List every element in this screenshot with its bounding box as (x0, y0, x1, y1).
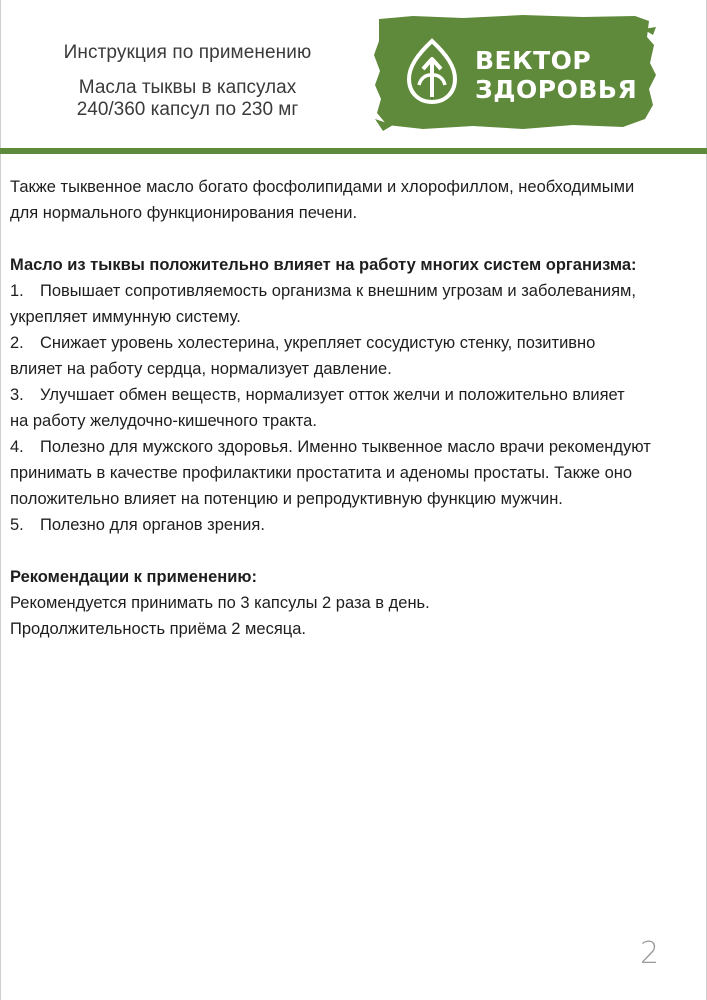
page-number: 2 (640, 936, 660, 971)
list-item-text: укрепляет иммунную систему. (10, 308, 241, 326)
list-item-text: Полезно для мужского здоровья. Именно тыквенное масло врачи рекомендуют (40, 438, 651, 456)
list-item-text: влияет на работу сердца, нормализует давление. (10, 360, 392, 378)
list-item-text: положительно влияет на потенцию и репродуктивную функцию мужчин. (10, 490, 563, 508)
brand-logo (373, 15, 657, 131)
logo-text-line2: ЗДОРОВЬЯ (475, 75, 638, 104)
product-dosage: 240/360 капсул по 230 мг (76, 99, 299, 120)
document-title: Инструкция по применению (63, 42, 312, 63)
header-divider (0, 148, 707, 154)
list-item-text: принимать в качестве профилактики простатита и аденомы простаты. Также оно (10, 464, 633, 482)
document-body (10, 174, 698, 642)
product-name: Масла тыквы в капсулах (78, 77, 297, 98)
list-item (10, 382, 698, 434)
list-item-number: 4. (10, 438, 24, 456)
list-item-number: 5. (10, 516, 24, 534)
logo-text-line1: ВЕКТОР (475, 46, 592, 75)
intro-line-1: Также тыквенное масло богато фосфолипидами и хлорофиллом, необходимыми (10, 178, 635, 196)
recommendations-heading: Рекомендации к применению: (10, 568, 257, 586)
list-item-text: на работу желудочно-кишечного тракта. (10, 412, 317, 430)
list-item-text: Полезно для органов зрения. (40, 516, 265, 534)
recommendation-dosage: Рекомендуется принимать по 3 капсулы 2 раза в день. (10, 594, 430, 612)
benefits-heading: Масло из тыквы положительно влияет на работу многих систем организма: (10, 256, 637, 274)
list-item (10, 434, 698, 512)
list-item (10, 512, 698, 538)
list-item-text: Снижает уровень холестерина, укрепляет сосудистую стенку, позитивно (40, 334, 596, 352)
list-item-text: Повышает сопротивляемость организма к внешним угрозам и заболеваниям, (40, 282, 636, 300)
list-item (10, 278, 698, 330)
list-item-number: 3. (10, 386, 24, 404)
recommendation-duration: Продолжительность приёма 2 месяца. (10, 620, 306, 638)
list-item-number: 1. (10, 282, 24, 300)
list-item-text: Улучшает обмен веществ, нормализует отток желчи и положительно влияет (40, 386, 625, 404)
list-item (10, 330, 698, 382)
list-item-number: 2. (10, 334, 24, 352)
leaf-arrow-icon (397, 37, 467, 107)
intro-line-2: для нормального функционирования печени. (10, 204, 358, 222)
